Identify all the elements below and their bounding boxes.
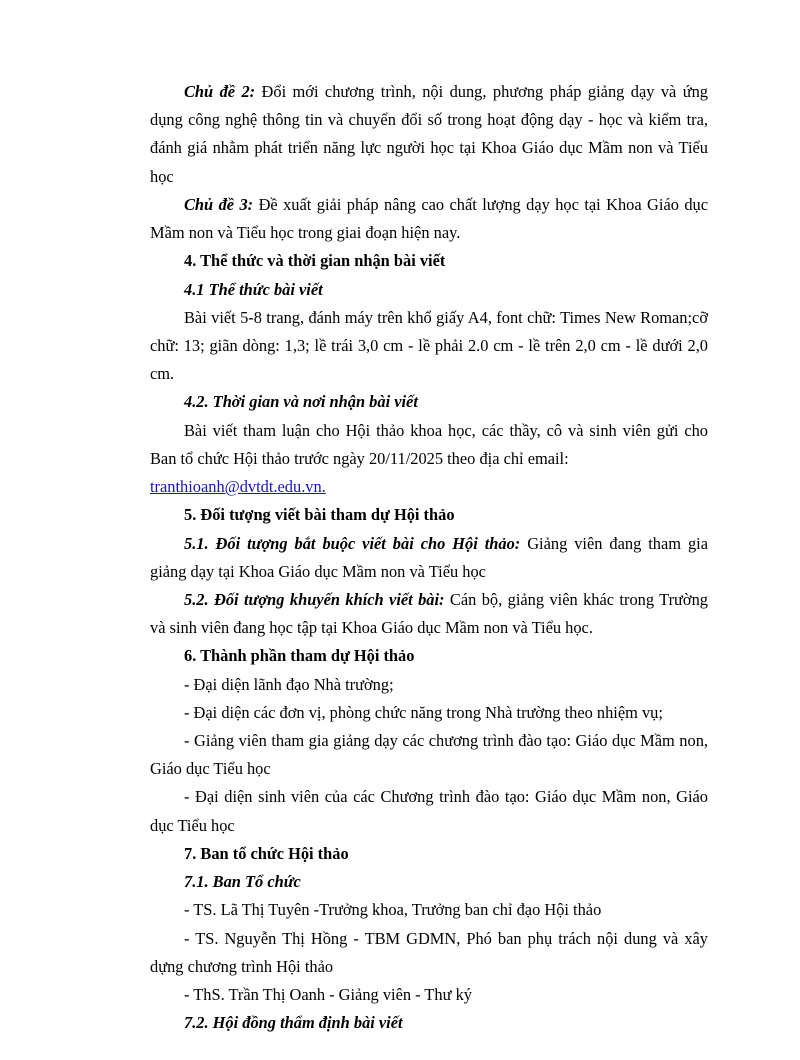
topic-2-label: Chủ đề 2: (184, 82, 256, 101)
paragraph-section-5-2 (150, 586, 708, 642)
list-item-organizer-3: - ThS. Trần Thị Oanh - Giảng viên - Thư ký (184, 985, 472, 1004)
list-item-organizer-1: - TS. Lã Thị Tuyên -Trưởng khoa, Trưởng ban chỉ đạo Hội thảo (184, 900, 602, 920)
heading-section-5: 5. Đối tượng viết bài tham dự Hội thảo (184, 505, 455, 525)
heading-section-7-1: 7.1. Ban Tổ chức (184, 872, 301, 892)
email-link[interactable]: tranthioanh@dvtdt.edu.vn. (150, 477, 326, 497)
topic-3-text: Đề xuất giải pháp nâng cao chất lượng dạy học tại Khoa Giáo dục Mầm non và Tiểu học trong giai đoạn hiện nay. (150, 194, 709, 243)
section-5-2-label: 5.2. Đối tượng khuyến khích viết bài: (184, 589, 445, 609)
document-body (150, 78, 708, 1037)
heading-section-7-2: 7.2. Hội đồng thẩm định bài viết (184, 1013, 403, 1033)
submission-text: Bài viết tham luận cho Hội thảo khoa học, các thầy, cô và sinh viên gửi cho Ban tổ chức Hội thảo trước ngày 20/11/2025 theo địa chỉ email: (150, 420, 708, 468)
paragraph-format-requirements: Bài viết 5-8 trang, đánh máy trên khổ giấy A4, font chữ: Times New Roman;cỡ chữ: 13; giãn dòng: 1,3; lề trái 3,0 cm - lề phải 2.0 cm - lề trên 2,0 cm - lề dưới 2,0 cm. (150, 307, 708, 384)
heading-section-6: 6. Thành phần tham dự Hội thảo (184, 646, 415, 666)
topic-2-text: Đổi mới chương trình, nội dung, phương pháp giảng dạy và ứng dụng công nghệ thông tin và chuyển đổi số trong hoạt động dạy - học và kiểm tra, đánh giá nhằm phát triển năng lực người học tại Khoa Giáo dục Mầm non và Tiểu học (150, 82, 708, 186)
heading-section-4-1: 4.1 Thể thức bài viết (184, 279, 323, 299)
section-5-1-label: 5.1. Đối tượng bắt buộc viết bài cho Hội thảo: (184, 533, 521, 553)
heading-section-4: 4. Thể thức và thời gian nhận bài viết (184, 251, 446, 271)
list-item-participant-3: - Giảng viên tham gia giảng dạy các chương trình đào tạo: Giáo dục Mầm non, Giáo dục Tiểu học (150, 731, 708, 779)
list-item-organizer-2: - TS. Nguyễn Thị Hồng - TBM GDMN, Phó ban phụ trách nội dung và xây dựng chương trình Hội thảo (150, 928, 708, 976)
heading-section-7: 7. Ban tổ chức Hội thảo (184, 843, 349, 863)
paragraph-email-line (150, 473, 708, 501)
section-5-1-text: Giảng viên đang tham gia giảng dạy tại Khoa Giáo dục Mầm non và Tiểu học (150, 533, 708, 581)
heading-section-4-2: 4.2. Thời gian và nơi nhận bài viết (184, 392, 418, 412)
list-item-participant-4: - Đại diện sinh viên của các Chương trình đào tạo: Giáo dục Mầm non, Giáo dục Tiểu học (150, 787, 708, 835)
paragraph-submission-deadline (150, 417, 708, 473)
paragraph-topic-2 (150, 78, 708, 191)
list-item-participant-1: - Đại diện lãnh đạo Nhà trường; (184, 674, 394, 694)
topic-3-label: Chủ đề 3: (184, 194, 254, 214)
paragraph-topic-3 (150, 191, 708, 247)
paragraph-section-5-1 (150, 530, 708, 586)
list-item-participant-2: - Đại diện các đơn vị, phòng chức năng trong Nhà trường theo nhiệm vụ; (184, 702, 663, 722)
section-5-2-text: Cán bộ, giảng viên khác trong Trường và sinh viên đang học tập tại Khoa Giáo dục Mầm non và Tiểu học. (150, 589, 708, 638)
